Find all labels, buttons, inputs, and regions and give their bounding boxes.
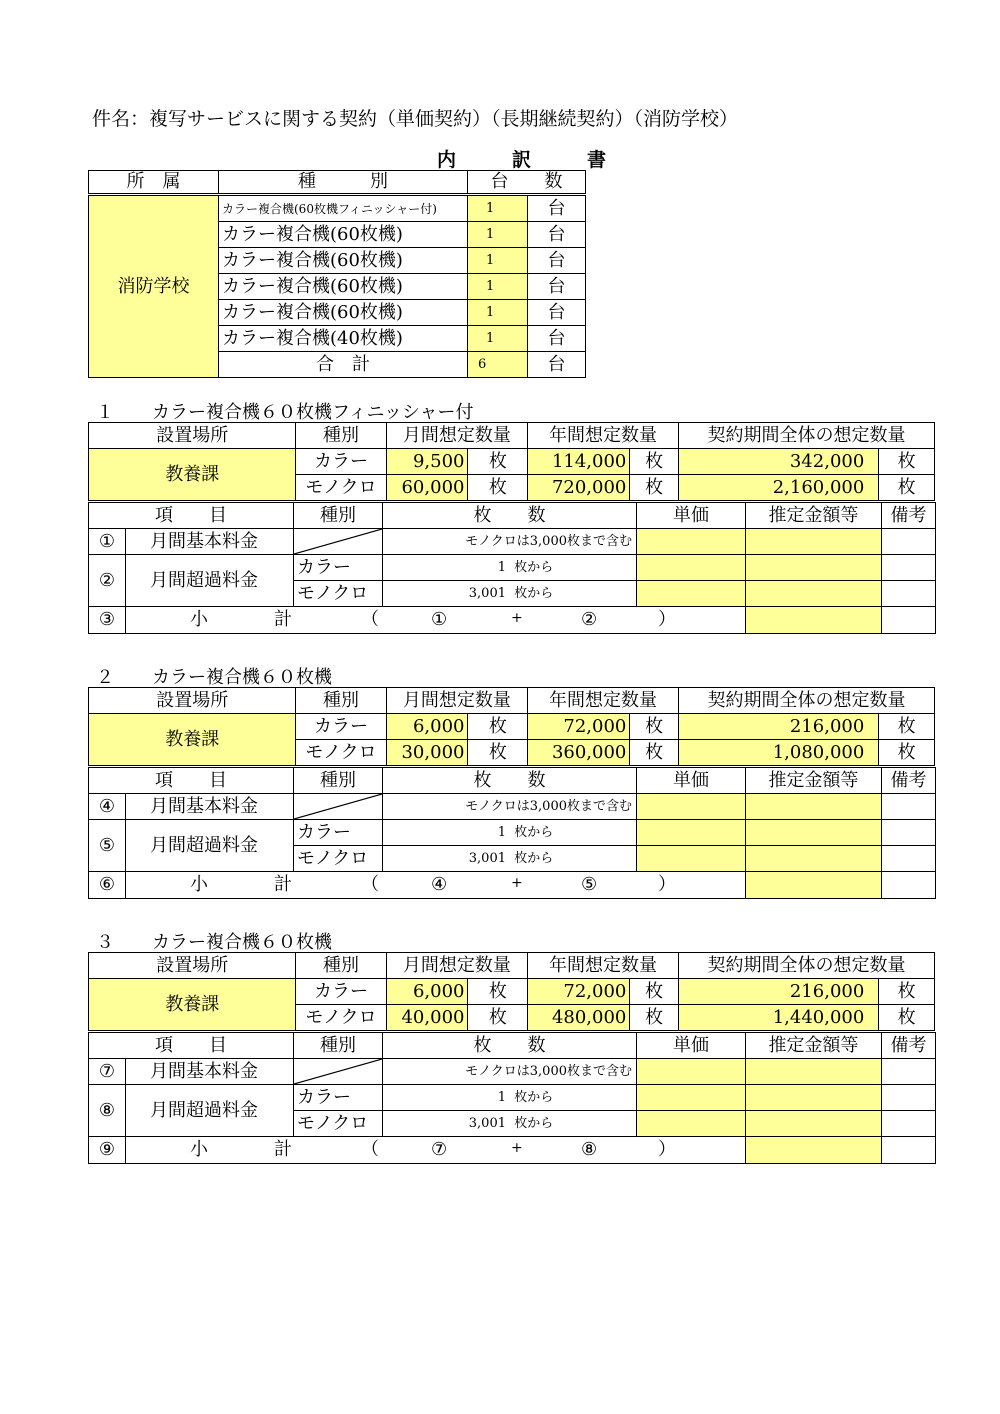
unit-sheet: 枚 xyxy=(879,740,935,766)
location-cell: 教養課 xyxy=(89,449,296,501)
header-count: 台 数 xyxy=(468,171,586,195)
estimated-amount-input[interactable] xyxy=(746,820,882,846)
header-kind: 種別 xyxy=(294,503,383,529)
remarks-cell xyxy=(882,529,936,555)
header-contract-total: 契約期間全体の想定数量 xyxy=(678,953,934,979)
summary-type: カラー複合機(60枚機) xyxy=(219,222,468,248)
section-title: １ カラー複合機６０枚機フィニッシャー付 xyxy=(96,402,474,423)
section-title: ３ カラー複合機６０枚機 xyxy=(96,932,332,953)
summary-type: カラー複合機(60枚機フィニッシャー付) xyxy=(219,195,468,222)
unit-sheet: 枚 xyxy=(468,740,528,766)
remarks-cell xyxy=(882,794,936,820)
mono-total: 2,160,000 xyxy=(678,475,878,501)
unit-price-input[interactable] xyxy=(637,529,746,555)
estimated-amount-input[interactable] xyxy=(746,581,882,607)
summary-type: カラー複合機(60枚機) xyxy=(219,300,468,326)
unit-sheet: 枚 xyxy=(468,449,528,475)
unit-sheet: 枚 xyxy=(468,1005,528,1031)
color-monthly: 9,500 xyxy=(386,449,468,475)
color-monthly: 6,000 xyxy=(386,714,468,740)
unit-sheet: 枚 xyxy=(879,1005,935,1031)
excess-fee-label: 月間超過料金 xyxy=(126,555,294,607)
mono-annual: 720,000 xyxy=(528,475,630,501)
color-total: 216,000 xyxy=(678,979,878,1005)
unit-sheet: 枚 xyxy=(630,714,679,740)
fee-table xyxy=(88,1032,936,1164)
excess-fee-label: 月間超過料金 xyxy=(126,1085,294,1137)
unit-sheet: 枚 xyxy=(468,979,528,1005)
kind-mono: モノクロ xyxy=(294,846,383,872)
unit-price-input[interactable] xyxy=(637,555,746,581)
item-mark: ① xyxy=(89,529,126,555)
summary-total-label: 合 計 xyxy=(219,352,468,378)
document-subject: 件名：複写サービスに関する契約（単価契約）（長期継続契約）（消防学校） xyxy=(92,108,739,130)
unit-price-input[interactable] xyxy=(637,1111,746,1137)
kind-mono: モノクロ xyxy=(296,475,386,501)
item-mark: ④ xyxy=(89,794,126,820)
basic-fee-label: 月間基本料金 xyxy=(126,1059,294,1085)
header-location: 設置場所 xyxy=(89,953,296,979)
mono-monthly: 60,000 xyxy=(386,475,468,501)
summary-count: 1 xyxy=(468,300,528,326)
header-contract-total: 契約期間全体の想定数量 xyxy=(678,423,934,449)
kind-mono: モノクロ xyxy=(294,1111,383,1137)
quantity-table xyxy=(88,952,935,1031)
item-mark: ⑦ xyxy=(89,1059,126,1085)
summary-count: 1 xyxy=(468,222,528,248)
kind-color: カラー xyxy=(296,979,386,1005)
kind-mono: モノクロ xyxy=(294,581,383,607)
section-title: ２ カラー複合機６０枚機 xyxy=(96,667,332,688)
header-remarks: 備考 xyxy=(882,768,936,794)
estimated-amount-input[interactable] xyxy=(746,1111,882,1137)
breakdown-caption xyxy=(437,145,606,172)
header-unit-price: 単価 xyxy=(637,503,746,529)
fee-table xyxy=(88,502,936,634)
estimated-amount-input[interactable] xyxy=(746,1059,882,1085)
diagonal-slash-cell xyxy=(294,794,383,820)
mono-from-cell: 3,001 枚から xyxy=(383,846,637,872)
summary-type: カラー複合機(60枚機) xyxy=(219,274,468,300)
color-annual: 114,000 xyxy=(528,449,630,475)
subtotal-amount-input[interactable] xyxy=(746,872,882,899)
header-item: 項 目 xyxy=(89,503,294,529)
header-sheets: 枚 数 xyxy=(383,503,637,529)
mono-included-note: モノクロは3,000枚まで含む xyxy=(383,529,637,555)
color-from-cell: 1 枚から xyxy=(383,555,637,581)
remarks-cell xyxy=(882,820,936,846)
header-kind: 種別 xyxy=(296,688,386,714)
quantity-table xyxy=(88,422,935,501)
unit-sheet: 枚 xyxy=(630,1005,679,1031)
department-cell: 消防学校 xyxy=(89,195,219,378)
estimated-amount-input[interactable] xyxy=(746,1085,882,1111)
summary-type: カラー複合機(40枚機) xyxy=(219,326,468,352)
remarks-cell xyxy=(882,581,936,607)
summary-unit: 台 xyxy=(528,222,586,248)
header-contract-total: 契約期間全体の想定数量 xyxy=(678,688,934,714)
summary-count: 1 xyxy=(468,248,528,274)
kind-color: カラー xyxy=(294,820,383,846)
header-estimated-amount: 推定金額等 xyxy=(746,503,882,529)
summary-total-unit: 台 xyxy=(528,352,586,378)
summary-total-count: 6 xyxy=(468,352,528,378)
unit-sheet: 枚 xyxy=(879,979,935,1005)
remarks-cell xyxy=(882,555,936,581)
mono-annual: 360,000 xyxy=(528,740,630,766)
unit-price-input[interactable] xyxy=(637,1085,746,1111)
color-annual: 72,000 xyxy=(528,714,630,740)
unit-sheet: 枚 xyxy=(879,449,935,475)
header-monthly: 月間想定数量 xyxy=(386,953,528,979)
summary-unit: 台 xyxy=(528,300,586,326)
header-sheets: 枚 数 xyxy=(383,1033,637,1059)
color-total: 342,000 xyxy=(678,449,878,475)
unit-price-input[interactable] xyxy=(637,794,746,820)
unit-price-input[interactable] xyxy=(637,820,746,846)
header-unit-price: 単価 xyxy=(637,1033,746,1059)
color-from-cell: 1 枚から xyxy=(383,1085,637,1111)
header-sheets: 枚 数 xyxy=(383,768,637,794)
location-cell: 教養課 xyxy=(89,714,296,766)
mono-included-note: モノクロは3,000枚まで含む xyxy=(383,794,637,820)
remarks-cell xyxy=(882,872,936,899)
remarks-cell xyxy=(882,846,936,872)
estimated-amount-input[interactable] xyxy=(746,555,882,581)
mono-from-cell: 3,001 枚から xyxy=(383,581,637,607)
remarks-cell xyxy=(882,1111,936,1137)
header-location: 設置場所 xyxy=(89,688,296,714)
summary-count: 1 xyxy=(468,274,528,300)
item-mark: ⑧ xyxy=(89,1085,126,1137)
remarks-cell xyxy=(882,607,936,634)
header-estimated-amount: 推定金額等 xyxy=(746,768,882,794)
item-mark: ⑥ xyxy=(89,872,126,899)
header-monthly: 月間想定数量 xyxy=(386,688,528,714)
summary-table xyxy=(88,170,586,378)
header-kind: 種別 xyxy=(296,423,386,449)
unit-sheet: 枚 xyxy=(879,714,935,740)
basic-fee-label: 月間基本料金 xyxy=(126,794,294,820)
header-monthly: 月間想定数量 xyxy=(386,423,528,449)
unit-sheet: 枚 xyxy=(879,475,935,501)
mono-included-note: モノクロは3,000枚まで含む xyxy=(383,1059,637,1085)
remarks-cell xyxy=(882,1059,936,1085)
header-kind: 種別 xyxy=(296,953,386,979)
estimated-amount-input[interactable] xyxy=(746,846,882,872)
caption-char: 書 xyxy=(587,149,607,171)
kind-color: カラー xyxy=(296,449,386,475)
header-annual: 年間想定数量 xyxy=(528,688,679,714)
kind-color: カラー xyxy=(294,1085,383,1111)
kind-mono: モノクロ xyxy=(296,740,386,766)
summary-unit: 台 xyxy=(528,248,586,274)
mono-monthly: 40,000 xyxy=(386,1005,468,1031)
kind-mono: モノクロ xyxy=(296,1005,386,1031)
summary-count: 1 xyxy=(468,195,528,222)
header-item: 項 目 xyxy=(89,768,294,794)
mono-monthly: 30,000 xyxy=(386,740,468,766)
header-item: 項 目 xyxy=(89,1033,294,1059)
fee-table xyxy=(88,767,936,899)
excess-fee-label: 月間超過料金 xyxy=(126,820,294,872)
estimated-amount-input[interactable] xyxy=(746,529,882,555)
color-monthly: 6,000 xyxy=(386,979,468,1005)
mono-annual: 480,000 xyxy=(528,1005,630,1031)
summary-unit: 台 xyxy=(528,274,586,300)
header-kind: 種別 xyxy=(294,768,383,794)
unit-sheet: 枚 xyxy=(468,714,528,740)
estimated-amount-input[interactable] xyxy=(746,794,882,820)
unit-price-input[interactable] xyxy=(637,581,746,607)
basic-fee-label: 月間基本料金 xyxy=(126,529,294,555)
unit-price-input[interactable] xyxy=(637,1059,746,1085)
header-unit-price: 単価 xyxy=(637,768,746,794)
unit-sheet: 枚 xyxy=(468,475,528,501)
diagonal-slash-cell xyxy=(294,1059,383,1085)
remarks-cell xyxy=(882,1085,936,1111)
kind-color: カラー xyxy=(296,714,386,740)
summary-count: 1 xyxy=(468,326,528,352)
header-department: 所 属 xyxy=(89,171,219,195)
header-annual: 年間想定数量 xyxy=(528,423,679,449)
remarks-cell xyxy=(882,1137,936,1164)
mono-total: 1,440,000 xyxy=(678,1005,878,1031)
header-remarks: 備考 xyxy=(882,1033,936,1059)
item-mark: ③ xyxy=(89,607,126,634)
subtotal-formula: 小 計 （ ⑦ + ⑧ ） xyxy=(126,1137,746,1164)
unit-sheet: 枚 xyxy=(630,449,679,475)
mono-from-cell: 3,001 枚から xyxy=(383,1111,637,1137)
caption-char: 訳 xyxy=(512,149,532,171)
header-annual: 年間想定数量 xyxy=(528,953,679,979)
header-kind: 種別 xyxy=(294,1033,383,1059)
item-mark: ⑤ xyxy=(89,820,126,872)
subtotal-formula: 小 計 （ ④ + ⑤ ） xyxy=(126,872,746,899)
diagonal-slash-cell xyxy=(294,529,383,555)
unit-sheet: 枚 xyxy=(630,475,679,501)
subtotal-amount-input[interactable] xyxy=(746,607,882,634)
caption-char: 内 xyxy=(437,149,457,171)
header-type: 種 別 xyxy=(219,171,468,195)
unit-price-input[interactable] xyxy=(637,846,746,872)
header-estimated-amount: 推定金額等 xyxy=(746,1033,882,1059)
summary-type: カラー複合機(60枚機) xyxy=(219,248,468,274)
unit-sheet: 枚 xyxy=(630,740,679,766)
header-remarks: 備考 xyxy=(882,503,936,529)
subtotal-formula: 小 計 （ ① + ② ） xyxy=(126,607,746,634)
item-mark: ② xyxy=(89,555,126,607)
color-from-cell: 1 枚から xyxy=(383,820,637,846)
kind-color: カラー xyxy=(294,555,383,581)
subtotal-amount-input[interactable] xyxy=(746,1137,882,1164)
location-cell: 教養課 xyxy=(89,979,296,1031)
summary-unit: 台 xyxy=(528,195,586,222)
mono-total: 1,080,000 xyxy=(678,740,878,766)
item-mark: ⑨ xyxy=(89,1137,126,1164)
unit-sheet: 枚 xyxy=(630,979,679,1005)
quantity-table xyxy=(88,687,935,766)
color-total: 216,000 xyxy=(678,714,878,740)
color-annual: 72,000 xyxy=(528,979,630,1005)
summary-unit: 台 xyxy=(528,326,586,352)
header-location: 設置場所 xyxy=(89,423,296,449)
